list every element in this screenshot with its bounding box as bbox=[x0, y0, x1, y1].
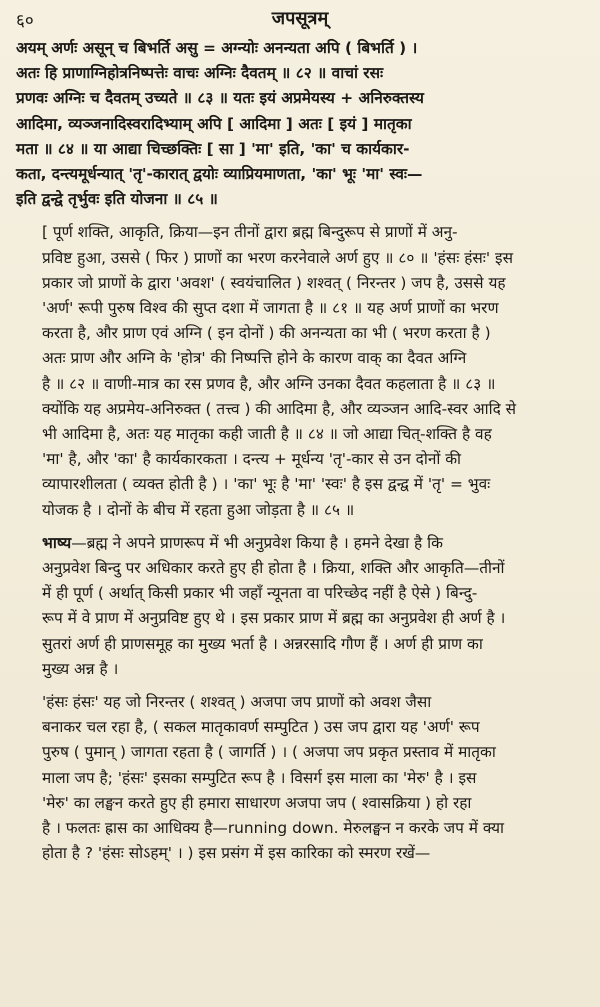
commentary-line: —ब्रह्म ने अपने प्राणरूप में भी अनुप्रवेश किया है । हमने देखा है कि bbox=[71, 533, 443, 552]
commentary-line: अनुप्रवेश बिन्दु पर अधिकार करते हुए ही होता है । क्रिया, शक्ति और आकृति—तीनों bbox=[42, 559, 505, 578]
commentary-label: भाष्य bbox=[42, 533, 72, 552]
translation-line: क्योंकि यह अप्रमेय-अनिरुक्त ( तत्त्व ) की आदिमा है, और व्यञ्जन आदि-स्वर आदि से bbox=[42, 399, 517, 418]
paragraph-line: पुरुष ( पुमान् ) जागता रहता है ( जागर्ति ) । ( अजपा जप प्रकृत प्रस्ताव में मातृका bbox=[42, 743, 496, 762]
translation-line: प्रकार जो प्राणों के द्वारा 'अवश' ( स्वयंचालित ) शश्वत् ( निरन्तर ) जप है, उससे यह bbox=[42, 273, 506, 292]
translation-line: व्यापारशीलता ( व्यक्त होती है ) । 'का' भूः है 'मा' 'स्वः' है इस द्वन्द्व में 'तृ' = भुवः bbox=[42, 475, 491, 494]
commentary-paragraph bbox=[16, 531, 584, 682]
commentary-line: सुतरां अर्ण ही प्राणसमूह का मुख्य भर्ता है । अन्नरसादि गौण हैं । अर्ण ही प्राण का bbox=[42, 634, 483, 653]
paragraph-line: होता है ? 'हंसः सोऽहम्' । ) इस प्रसंग में इस कारिका को स्मरण रखें— bbox=[42, 844, 431, 863]
translation-line: है ॥ ८२ ॥ वाणी-मात्र का रस प्रणव है, और अग्नि उनका दैवत कहलाता है ॥ ८३ ॥ bbox=[42, 374, 496, 393]
sanskrit-verses bbox=[16, 36, 584, 212]
hindi-translation bbox=[16, 220, 584, 522]
translation-line: योजक है । दोनों के बीच में रहता हुआ जोड़ता है ॥ ८५ ॥ bbox=[42, 500, 355, 519]
sanskrit-line: इति द्वन्द्वे तृर्भुवः इति योजना ॥ ८५ ॥ bbox=[16, 190, 218, 209]
running-title: जपसूत्रम् bbox=[271, 8, 329, 29]
commentary-line: मुख्य अन्न है । bbox=[42, 659, 119, 678]
paragraph-line: माला जप है; 'हंसः' इसका सम्पुटित रूप है । विसर्ग इस माला का 'मेरु' है । इस bbox=[42, 768, 477, 787]
page-header bbox=[16, 6, 584, 36]
paragraph-line: 'मेरु' का लङ्घन करते हुए ही हमारा साधारण अजपा जप ( श्वासक्रिया ) हो रहा bbox=[42, 793, 472, 812]
sanskrit-line: कता, दन्त्यमूर्धन्यात् 'तृ'-कारात् द्वयोः व्याप्रियमाणता, 'का' भूः 'मा' स्वः— bbox=[16, 165, 423, 184]
translation-line: [ पूर्ण शक्ति, आकृति, क्रिया—इन तीनों द्वारा ब्रह्म बिन्दुरूप से प्राणों में अनु- bbox=[42, 223, 458, 242]
translation-line: भी आदिमा है, अतः यह मातृका कही जाती है ॥ ८४ ॥ जो आद्या चित्-शक्ति है वह bbox=[42, 425, 492, 444]
sanskrit-line: प्रणवः अग्निः च दैवतम् उच्यते ॥ ८३ ॥ यतः इयं अप्रमेयस्य + अनिरुक्तस्य bbox=[16, 89, 424, 108]
paragraph-line: है । फलतः ह्रास का आधिक्य है—running down. मेरुलङ्घन न करके जप में क्या bbox=[42, 819, 504, 838]
sanskrit-line: आदिमा, व्यञ्जनादिस्वरादिभ्याम् अपि [ आदिमा ] अतः [ इयं ] मातृका bbox=[16, 114, 412, 133]
translation-line: 'मा' है, और 'का' है कार्यकारकता । दन्त्य + मूर्धन्य 'तृ'-कार से उन दोनों की bbox=[42, 450, 462, 469]
commentary-line: में ही पूर्ण ( अर्थात् किसी प्रकार भी जहाँ न्यूनता वा परिच्छेद नहीं है ऐसे ) बिन्दु- bbox=[42, 584, 478, 603]
sanskrit-line: अतः हि प्राणाग्निहोत्रनिष्पत्तेः वाचः अग्निः दैवतम् ॥ ८२ ॥ वाचां रसः bbox=[16, 64, 384, 83]
paragraph-line: बनाकर चल रहा है, ( सकल मातृकावर्ण सम्पुटित ) उस जप द्वारा यह 'अर्ण' रूप bbox=[42, 718, 480, 737]
commentary-line: रूप में वे प्राण में अनुप्रविष्ट हुए थे । इस प्रकार प्राण में ब्रह्म का अनुप्रवेश ही अर्ण है । bbox=[42, 609, 506, 628]
translation-line: 'अर्ण' रूपी पुरुष विश्व की सुप्त दशा में जागता है ॥ ८१ ॥ यह अर्ण प्राणों का भरण bbox=[42, 299, 499, 318]
translation-line: करता है, और प्राण एवं अग्नि ( इन दोनों ) की अनन्यता का भी ( भरण करता है ) bbox=[42, 324, 491, 343]
translation-line: अतः प्राण और अग्नि के 'होत्र' की निष्पत्ति होने के कारण वाक् का दैवत अग्नि bbox=[42, 349, 467, 368]
commentary-first-line bbox=[16, 531, 584, 556]
translation-line: प्रविष्ट हुआ, उससे ( फिर ) प्राणों का भरण करनेवाले अर्ण हुए ॥ ८० ॥ 'हंसः हंसः' इस bbox=[42, 248, 513, 267]
final-paragraph bbox=[16, 690, 584, 866]
sanskrit-line: मता ॥ ८४ ॥ या आद्या चिच्छक्तिः [ सा ] 'मा' इति, 'का' च कार्यकार- bbox=[16, 139, 410, 158]
sanskrit-line: अयम् अर्णः असून् च बिभर्ति असु = अग्न्योः अनन्यता अपि ( बिभर्ति ) । bbox=[16, 39, 418, 57]
page-number: ६० bbox=[16, 11, 34, 31]
paragraph-line: 'हंसः हंसः' यह जो निरन्तर ( शश्वत् ) अजपा जप प्राणों को अवश जैसा bbox=[42, 693, 432, 712]
